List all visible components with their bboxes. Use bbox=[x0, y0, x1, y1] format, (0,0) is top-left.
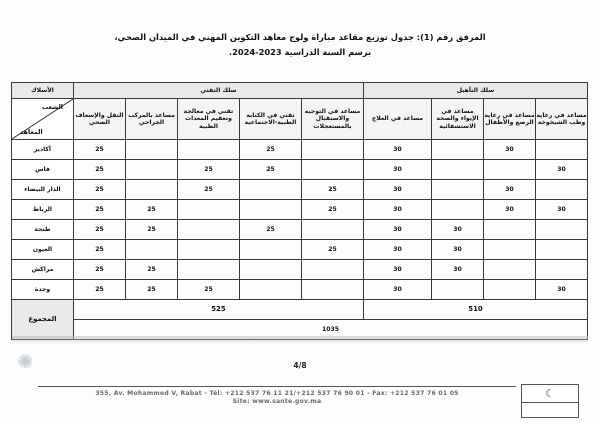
crescent-moon-icon: ☾ bbox=[545, 387, 555, 400]
cell-value bbox=[536, 260, 588, 280]
cell-value bbox=[125, 160, 177, 180]
cell-value: 30 bbox=[363, 280, 431, 300]
grand-total-value: 1035 bbox=[73, 320, 587, 340]
subtotal-row bbox=[11, 300, 587, 320]
cell-value bbox=[301, 280, 363, 300]
row-header-city: وجدة bbox=[11, 280, 73, 300]
cell-value bbox=[536, 140, 588, 160]
cell-value: 25 bbox=[239, 160, 301, 180]
cell-value bbox=[432, 140, 484, 160]
row-header-city: الدار البيضاء bbox=[11, 180, 73, 200]
cell-value bbox=[536, 240, 588, 260]
cell-value: 25 bbox=[125, 280, 177, 300]
cell-value bbox=[177, 260, 239, 280]
grand-total-row bbox=[11, 320, 587, 340]
corner-header-cell bbox=[11, 99, 73, 140]
cell-value: 25 bbox=[177, 280, 239, 300]
column-header-surgical-unit-assistant: مساعد بالمركب الجراحي bbox=[125, 99, 177, 140]
footer-address: 355, Av. Mohammed V, Rabat - Tél: +212 537 76 11 21/+212 537 76 90 01 - Fax: +212 537 76 01 05 bbox=[95, 390, 459, 397]
cell-value bbox=[301, 140, 363, 160]
column-header-medical-social-secretariat: تقني في الكتابة الطبية-الاجتماعية bbox=[239, 99, 301, 140]
cell-value: 30 bbox=[363, 240, 431, 260]
cell-value: 25 bbox=[125, 220, 177, 240]
cell-value bbox=[301, 260, 363, 280]
cell-value: 30 bbox=[363, 260, 431, 280]
cell-value bbox=[432, 280, 484, 300]
cell-value: 30 bbox=[484, 180, 536, 200]
seats-distribution-table bbox=[12, 82, 588, 340]
cell-value bbox=[536, 220, 588, 240]
column-header-row bbox=[11, 99, 587, 140]
total-label: المجموع bbox=[11, 300, 73, 340]
cell-value: 25 bbox=[73, 140, 125, 160]
cell-value bbox=[239, 180, 301, 200]
cell-value bbox=[177, 240, 239, 260]
cell-value: 30 bbox=[484, 200, 536, 220]
scan-pen-mark-artifact: ✺ bbox=[14, 347, 37, 376]
table-row bbox=[11, 140, 587, 160]
cell-value bbox=[484, 220, 536, 240]
footer-emblem-divider bbox=[522, 402, 578, 403]
group-header-qualification: سلك التأهيل bbox=[363, 83, 587, 99]
cell-value: 25 bbox=[125, 200, 177, 220]
cell-value bbox=[536, 180, 588, 200]
cell-value: 30 bbox=[363, 220, 431, 240]
cell-value bbox=[432, 180, 484, 200]
cell-value: 30 bbox=[536, 160, 588, 180]
page-number: 4/8 bbox=[293, 361, 307, 370]
cell-value: 30 bbox=[363, 160, 431, 180]
cell-value bbox=[484, 160, 536, 180]
cell-value: 25 bbox=[125, 260, 177, 280]
group-header-row bbox=[11, 83, 587, 99]
cell-value bbox=[125, 240, 177, 260]
row-header-city: الرباط bbox=[11, 200, 73, 220]
corner-label-institutes: المعاهد bbox=[19, 128, 43, 136]
table-body bbox=[11, 140, 587, 340]
column-header-equipment-sterilization: تقني في معالجة وتعقيم المعدات الطبية bbox=[177, 99, 239, 140]
cell-value: 25 bbox=[301, 200, 363, 220]
table-row bbox=[11, 160, 587, 180]
cell-value bbox=[125, 140, 177, 160]
cell-value: 30 bbox=[536, 200, 588, 220]
column-header-infant-care: مساعد في رعاية الرضع والأطفال bbox=[484, 99, 536, 140]
row-header-city: طنجة bbox=[11, 220, 73, 240]
column-header-hospital-accommodation: مساعد في الإيواء والصحة الاستشفائية bbox=[432, 99, 484, 140]
cell-value: 25 bbox=[73, 220, 125, 240]
footer-emblem-box bbox=[521, 384, 579, 418]
column-header-geriatric-care: مساعد في رعاية وطب الشيخوخة bbox=[536, 99, 588, 140]
row-header-city: فاس bbox=[11, 160, 73, 180]
row-header-city: أكادير bbox=[11, 140, 73, 160]
footer-divider bbox=[38, 386, 516, 387]
cell-value bbox=[239, 240, 301, 260]
cell-value bbox=[484, 280, 536, 300]
cell-value: 30 bbox=[432, 220, 484, 240]
cell-value: 30 bbox=[363, 180, 431, 200]
corner-label-streams: الشعب bbox=[41, 104, 63, 111]
cell-value bbox=[125, 180, 177, 200]
table-row bbox=[11, 200, 587, 220]
title-line-2: برسم السنة الدراسية 2023-2024. bbox=[228, 47, 372, 57]
table-row bbox=[11, 240, 587, 260]
cell-value bbox=[177, 200, 239, 220]
row-header-city: العيون bbox=[11, 240, 73, 260]
cell-value: 30 bbox=[363, 200, 431, 220]
cell-value: 25 bbox=[301, 180, 363, 200]
title-line-1: المرفق رقم (1): جدول توزيع مقاعد مباراة ولوج معاهد التكوين المهني في الميدان الصحي، bbox=[114, 32, 486, 42]
column-header-treatment-assistant: مساعد في العلاج bbox=[363, 99, 431, 140]
cell-value: 25 bbox=[73, 200, 125, 220]
column-header-emergency-reception: مساعد في التوجيه والاستقبال بالمستعجلات bbox=[301, 99, 363, 140]
document-title bbox=[0, 30, 600, 60]
cell-value bbox=[239, 200, 301, 220]
cell-value: 25 bbox=[73, 240, 125, 260]
cell-value: 25 bbox=[73, 260, 125, 280]
table-row bbox=[11, 280, 587, 300]
cell-value bbox=[177, 220, 239, 240]
table-row bbox=[11, 180, 587, 200]
cell-value bbox=[484, 260, 536, 280]
cell-value: 30 bbox=[432, 240, 484, 260]
subtotal-qualification: 510 bbox=[363, 300, 587, 320]
cell-value bbox=[239, 260, 301, 280]
cell-value bbox=[301, 220, 363, 240]
cell-value bbox=[432, 160, 484, 180]
cell-value bbox=[177, 140, 239, 160]
group-header-streams: الأسلاك bbox=[11, 83, 73, 99]
table-row bbox=[11, 260, 587, 280]
cell-value: 25 bbox=[73, 160, 125, 180]
cell-value: 25 bbox=[73, 280, 125, 300]
cell-value: 25 bbox=[177, 180, 239, 200]
cell-value: 25 bbox=[73, 180, 125, 200]
cell-value bbox=[301, 160, 363, 180]
cell-value: 30 bbox=[484, 140, 536, 160]
cell-value: 25 bbox=[301, 240, 363, 260]
footer-site: Site: www.sante.gov.ma bbox=[232, 398, 322, 406]
footer bbox=[28, 390, 526, 407]
cell-value: 30 bbox=[432, 260, 484, 280]
table-head bbox=[11, 83, 587, 140]
cell-value: 30 bbox=[363, 140, 431, 160]
cell-value: 25 bbox=[177, 160, 239, 180]
cell-value bbox=[239, 280, 301, 300]
table-row bbox=[11, 220, 587, 240]
group-header-technical: سلك التقني bbox=[73, 83, 363, 99]
cell-value: 25 bbox=[239, 140, 301, 160]
cell-value: 25 bbox=[239, 220, 301, 240]
row-header-city: مراكش bbox=[11, 260, 73, 280]
column-header-medical-transport: النقل والإسعاف الصحي bbox=[73, 99, 125, 140]
subtotal-technical: 525 bbox=[73, 300, 363, 320]
cell-value bbox=[432, 200, 484, 220]
table-grid bbox=[11, 82, 588, 340]
cell-value bbox=[484, 240, 536, 260]
cell-value: 30 bbox=[536, 280, 588, 300]
